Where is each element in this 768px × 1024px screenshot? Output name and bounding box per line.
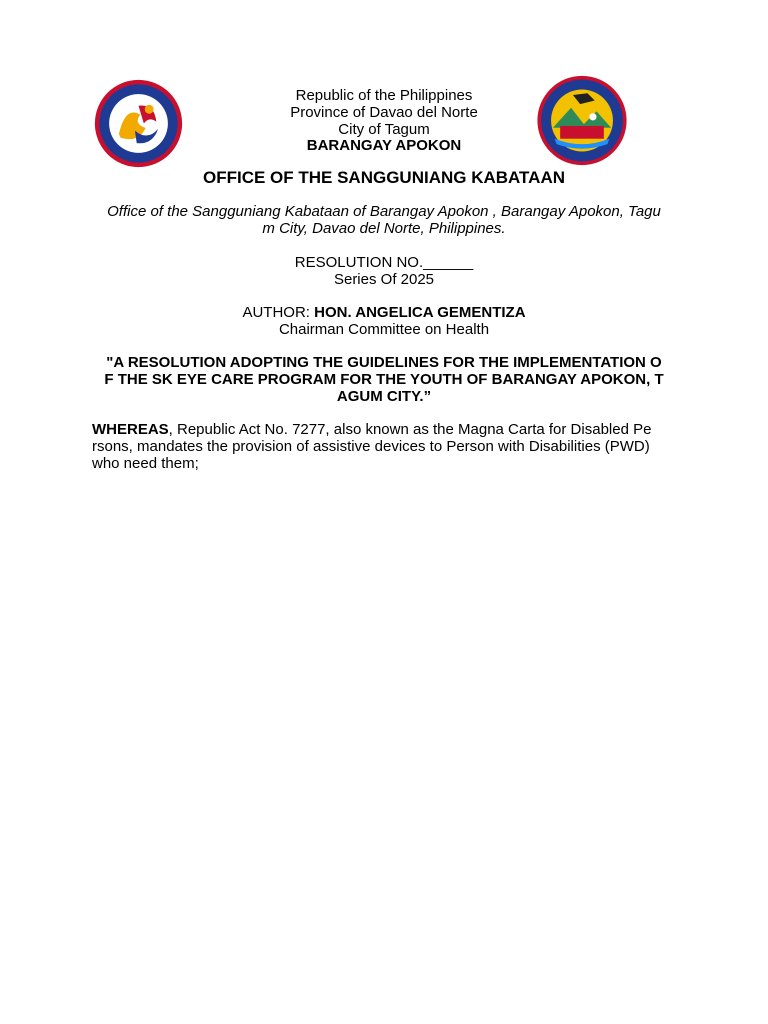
province-line: Province of Davao del Norte [290, 104, 478, 121]
resolution-title: "A RESOLUTION ADOPTING THE GUIDELINES FOR THE IMPLEMENTATION O F THE SK EYE CARE PROGRAM FOR THE YOUTH OF BARANGAY APOKON, T AGUM CITY.” [104, 354, 664, 405]
resolution-series: Series Of 2025 [333, 271, 435, 288]
author-label: AUTHOR: [242, 304, 315, 321]
barangay-line: BARANGAY APOKON [306, 137, 462, 154]
author-position: Chairman Committee on Health [278, 321, 490, 338]
office-address: Office of the Sangguniang Kabataan of Barangay Apokon , Barangay Apokon, Tagu m City, Davao del Norte, Philippines. [107, 203, 661, 237]
whereas-lead: WHEREAS [92, 421, 169, 438]
whereas-text: , Republic Act No. 7277, also known as the Magna Carta for Disabled Pe rsons, mandates the provision of assistive devices to Person with Disabilities (PWD) who need them; [92, 421, 652, 472]
office-title: OFFICE OF THE SANGGUNIANG KABATAAN [202, 168, 566, 187]
whereas-paragraph [92, 421, 682, 472]
republic-line: Republic of the Philippines [295, 87, 473, 104]
author-name: HON. ANGELICA GEMENTIZA [314, 304, 526, 321]
resolution-number: RESOLUTION NO.______ [294, 254, 474, 271]
author-line [92, 304, 676, 321]
city-line: City of Tagum [338, 121, 430, 138]
